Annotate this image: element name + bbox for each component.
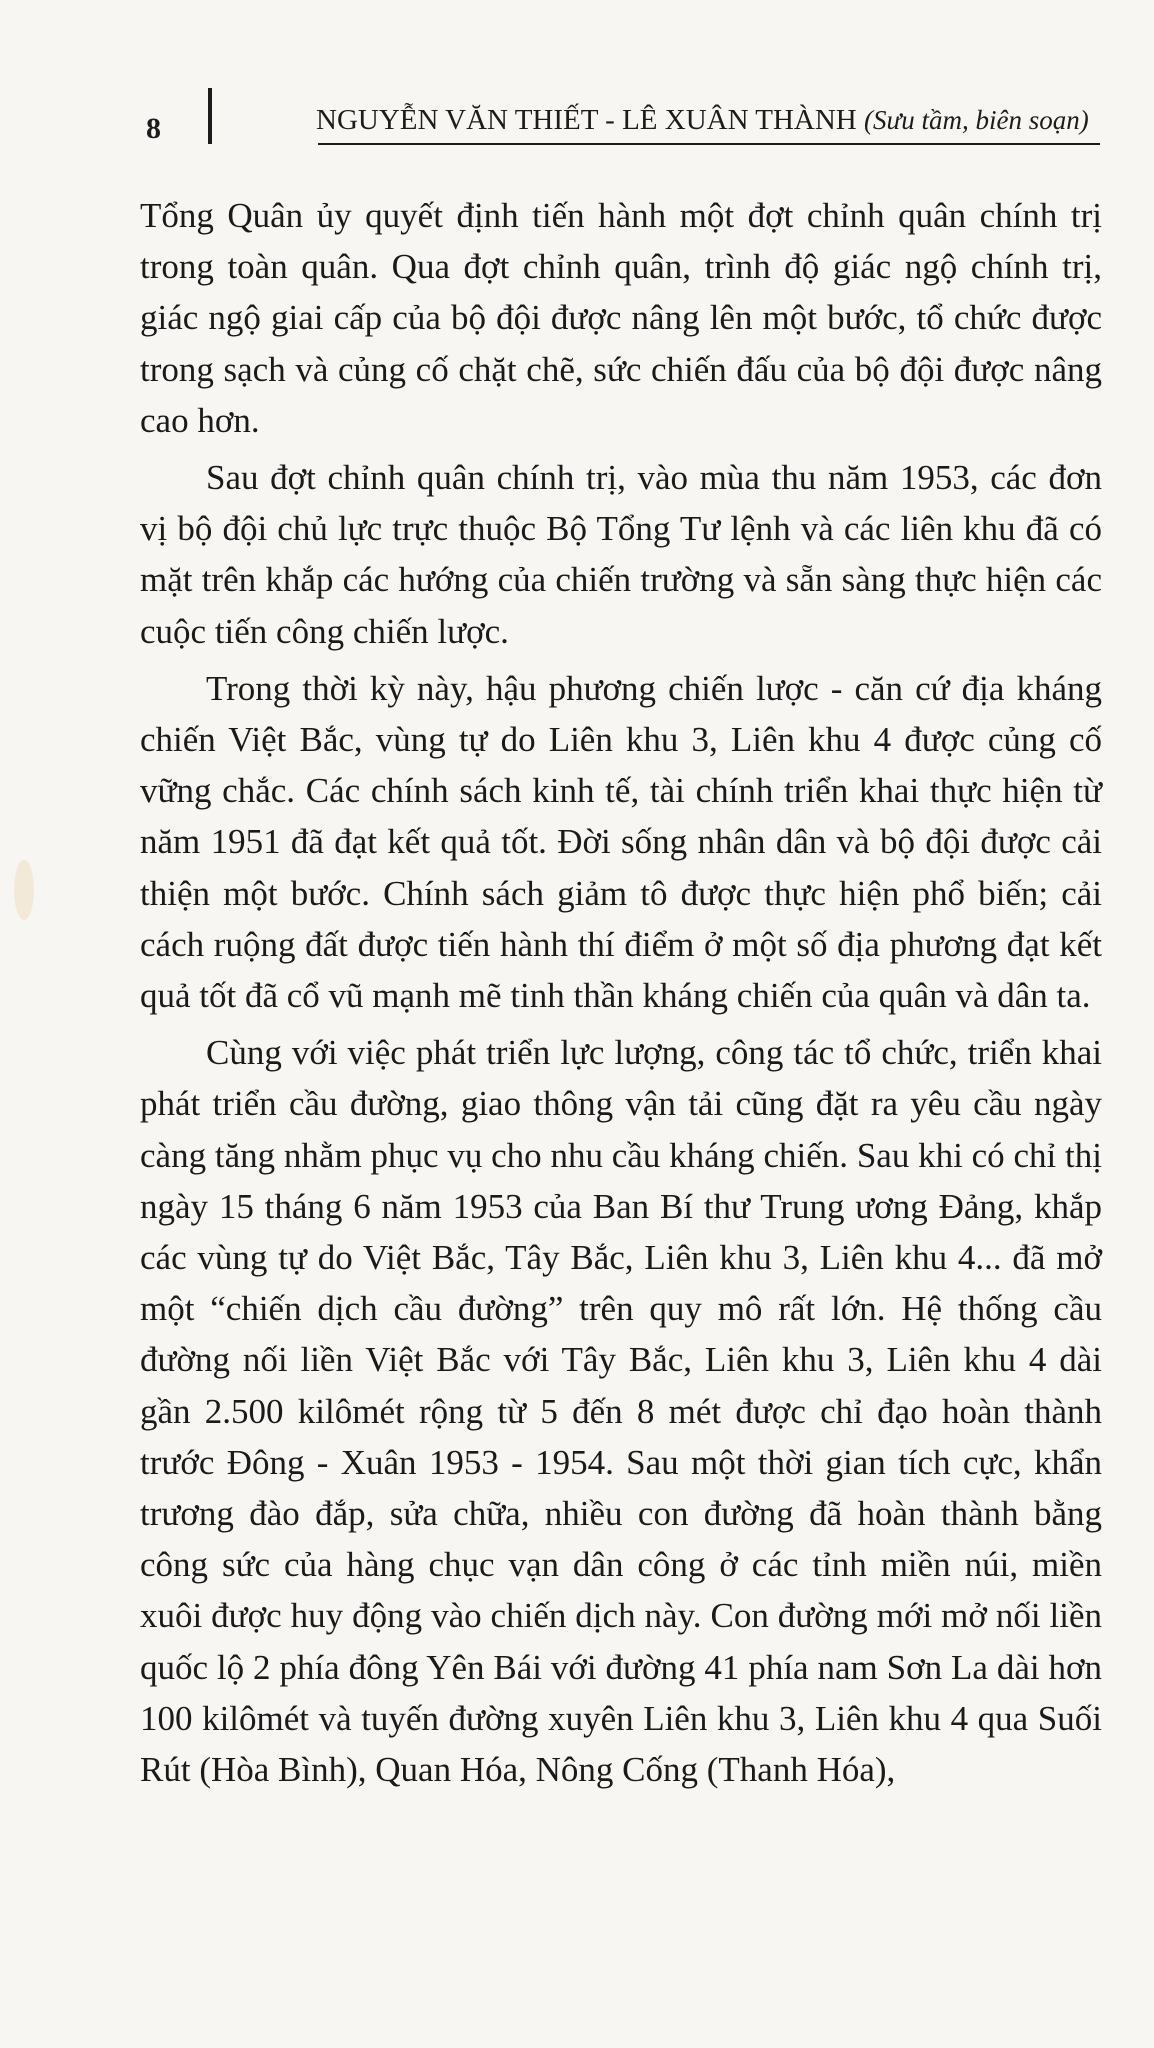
header-divider-bar — [208, 88, 212, 144]
paragraph-2: Sau đợt chỉnh quân chính trị, vào mùa thu năm 1953, các đơn vị bộ đội chủ lực trực thuộc Bộ Tổng Tư lệnh và các liên khu đã có mặt trên khắp các hướng của chiến trường và sẵn sàng thực hiện các cuộc tiến công chiến lược. — [140, 458, 1102, 651]
paragraph-4: Cùng với việc phát triển lực lượng, công tác tổ chức, triển khai phát triển cầu đường, giao thông vận tải cũng đặt ra yêu cầu ngày càng tăng nhằm phục vụ cho nhu cầu kháng chiến. Sau khi có chỉ thị ngày 15 tháng 6 năm 1953 của Ban Bí thư Trung ương Đảng, khắp các vùng tự do Việt Bắc, Tây Bắc, Liên khu 3, Liên khu 4... đã mở một “chiến dịch cầu đường” trên quy mô rất lớn. Hệ thống cầu đường nối liền Việt Bắc với Tây Bắc, Liên khu 3, Liên khu 4 dài gần 2.500 kilômét rộng từ 5 đến 8 mét được chỉ đạo hoàn thành trước Đông - Xuân 1953 - 1954. Sau một thời gian tích cực, khẩn trương đào đắp, sửa chữa, nhiều con đường đã hoàn thành bằng công sức của hàng chục vạn dân công ở các tỉnh miền núi, miền xuôi được huy động vào chiến dịch này. Con đường mới mở nối liền quốc lộ 2 phía đông Yên Bái với đường 41 phía nam Sơn La dài hơn 100 kilômét và tuyến đường xuyên Liên khu 3, Liên khu 4 qua Suối Rút (Hòa Bình), Quan Hóa, Nông Cống (Thanh Hóa), — [140, 1033, 1102, 1790]
running-head-title — [316, 104, 1100, 137]
header-subtitle: (Sưu tầm, biên soạn) — [864, 105, 1089, 135]
running-header — [140, 88, 1100, 148]
paragraph-1: Tổng Quân ủy quyết định tiến hành một đợt chỉnh quân chính trị trong toàn quân. Qua đợt chỉnh quân, trình độ giác ngộ chính trị, giác ngộ giai cấp của bộ đội được nâng lên một bước, tổ chức được trong sạch và củng cố chặt chẽ, sức chiến đấu của bộ đội được nâng cao hơn. — [140, 196, 1102, 440]
paragraph-3: Trong thời kỳ này, hậu phương chiến lược - căn cứ địa kháng chiến Việt Bắc, vùng tự do Liên khu 3, Liên khu 4 được củng cố vững chắc. Các chính sách kinh tế, tài chính triển khai thực hiện từ năm 1951 đã đạt kết quả tốt. Đời sống nhân dân và bộ đội được cải thiện một bước. Chính sách giảm tô được thực hiện phổ biến; cải cách ruộng đất được tiến hành thí điểm ở một số địa phương đạt kết quả tốt đã cổ vũ mạnh mẽ tinh thần kháng chiến của quân và dân ta. — [140, 668, 1102, 1016]
header-underline — [318, 143, 1100, 145]
header-authors: NGUYỄN VĂN THIẾT - LÊ XUÂN THÀNH — [316, 104, 857, 136]
page-number: 8 — [146, 112, 161, 145]
paper-stain — [14, 860, 34, 920]
body-text — [140, 190, 1102, 1801]
